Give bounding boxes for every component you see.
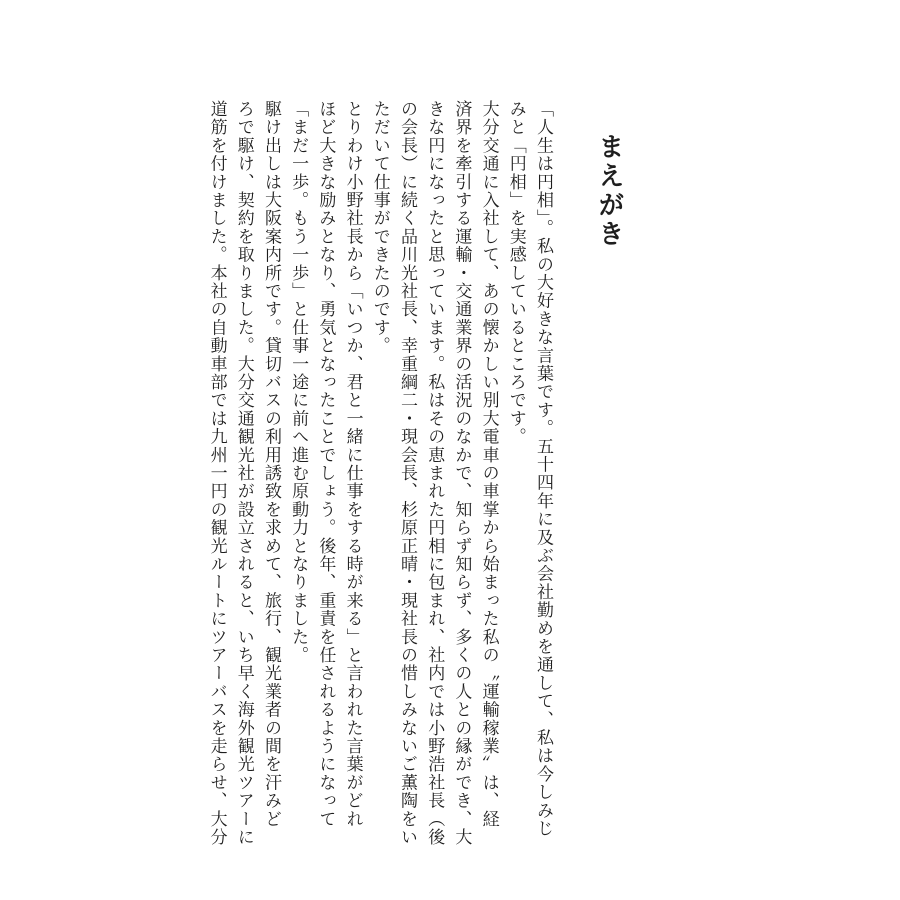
body-line: 「人生は円相」。私の大好きな言葉です。五十四年に及ぶ会社勤めを通して、私は今しみじ <box>533 100 553 838</box>
body-line: ろで駆け、契約を取りました。大分交通観光社が設立されると、いち早く海外観光ツアーに <box>233 100 254 847</box>
body-line: 大分交通に入社して、あの懐かしい別大電車の車掌から始まった私の〝運輸稼業〟は、経 <box>478 100 499 828</box>
body-line: ほど大きな励みとなり、勇気となったことでしょう。後年、重責を任されるようになって <box>315 100 336 828</box>
page-title: まえがき <box>594 133 624 249</box>
body-line: の会長）に続く品川光社長、幸重綱二・現会長、杉原正晴・現社長の惜しみないご薫陶をい <box>396 100 417 847</box>
body-line: 駆け出しは大阪案内所です。貸切バスの利用誘致を求めて、旅行、観光業者の間を汗みど <box>260 100 281 828</box>
body-line: きな円になったと思っています。私はその恵まれた円相に包まれ、社内では小野浩社長（後 <box>424 100 445 847</box>
body-line: みと「円相」を実感しているところです。 <box>505 100 526 446</box>
body-line: とりわけ小野社長から「いつか、君と一緒に仕事をする時が来る」と言われた言葉がどれ <box>342 100 363 828</box>
body-text <box>202 100 556 847</box>
body-line: 道筋を付けました。本社の自動車部では九州一円の観光ルートにツアーバスを走らせ、大分 <box>206 100 227 847</box>
body-line: 「まだ一歩。もう一歩」と仕事一途に前へ進む原動力となりました。 <box>288 100 309 665</box>
body-line: 済界を牽引する運輸・交通業界の活況のなかで、知らず知らず、多くの人との縁ができ、大 <box>451 100 472 847</box>
body-line: ただいて仕事ができたのです。 <box>369 100 390 355</box>
